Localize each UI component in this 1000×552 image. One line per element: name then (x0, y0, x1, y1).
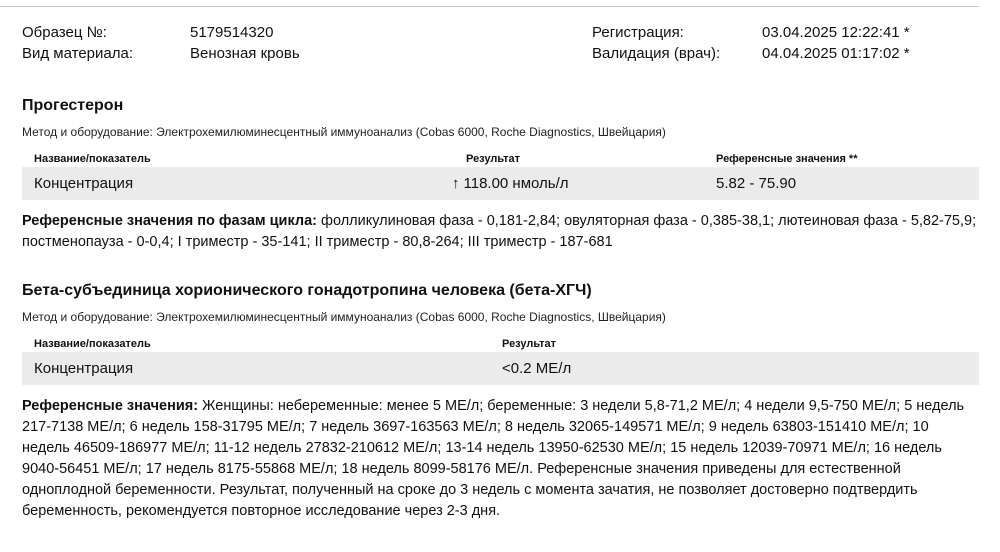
progesterone-row-result (452, 174, 569, 194)
registration-label: Регистрация: (592, 24, 684, 41)
progesterone-ref-text: фолликулиновая фаза - 0,181-2,84; овуляторная фаза - 0,385-38,1; лютеиновая фаза - 5,82-75,9; постменопауза - 0-0,4; I триместр - 35-141; II триместр - 80,8-264; III триместр - 187-681 (22, 213, 977, 250)
top-divider (0, 6, 979, 7)
hcg-table-row (22, 352, 979, 385)
hcg-col-result: Результат (502, 338, 557, 350)
hcg-title: Бета-субъединица хорионического гонадотропина человека (бета-ХГЧ) (22, 282, 592, 299)
sample-label: Образец №: (22, 24, 107, 41)
material-value: Венозная кровь (190, 45, 300, 62)
hcg-ref-text: Женщины: небеременные: менее 5 МЕ/л; беременные: 3 недели 5,8-71,2 МЕ/л; 4 недели 9,5-750 МЕ/л; 5 недель 217-7138 МЕ/л; 6 недель 158-31795 МЕ/л; 7 недель 3697-163563 МЕ/л; 8 недель 32065-149571 МЕ/л; 9 недель 63803-151410 МЕ/л; 10 недель 46509-186977 МЕ/л; 11-12 недель 27832-210612 МЕ/л; 13-14 недель 13950-62530 МЕ/л; 15 недель 12039-70971 МЕ/л; 16 недель 9040-56451 МЕ/л; 17 недель 8175-55868 МЕ/л; 18 недель 8099-58176 МЕ/л. Референсные значения приведены для естественной одноплодной беременности. Результат, полученный на сроке до 3 недель с момента зачатия, не позволяет достоверно подтвердить беременность, рекомендуется повторное исследование через 2-3 дня. (22, 398, 965, 519)
hcg-row-result: <0.2 МЕ/л (502, 360, 572, 377)
progesterone-col-name: Название/показатель (34, 153, 151, 165)
progesterone-col-result: Результат (466, 153, 521, 165)
validation-label: Валидация (врач): (592, 45, 721, 62)
hcg-row-name: Концентрация (34, 360, 134, 377)
progesterone-row-ref: 5.82 - 75.90 (716, 175, 797, 192)
hcg-col-name: Название/показатель (34, 338, 151, 350)
progesterone-ref-label: Референсные значения по фазам цикла: (22, 213, 317, 229)
material-label: Вид материала: (22, 45, 133, 62)
progesterone-title: Прогестерон (22, 97, 124, 114)
progesterone-reference-note (22, 211, 980, 253)
hcg-reference-note (22, 396, 980, 522)
progesterone-result-value: 118.00 нмоль/л (463, 175, 569, 192)
progesterone-row-name: Концентрация (34, 175, 134, 192)
registration-value: 03.04.2025 12:22:41 * (762, 24, 910, 41)
validation-value: 04.04.2025 01:17:02 * (762, 45, 910, 62)
arrow-up-icon: ↑ (452, 175, 460, 192)
progesterone-col-ref: Референсные значения ** (716, 153, 858, 165)
hcg-method: Метод и оборудование: Электрохемилюминесцентный иммуноанализ (Cobas 6000, Roche Diagnostics, Швейцария) (22, 310, 666, 324)
hcg-ref-label: Референсные значения: (22, 398, 199, 414)
progesterone-method: Метод и оборудование: Электрохемилюминесцентный иммуноанализ (Cobas 6000, Roche Diagnostics, Швейцария) (22, 125, 666, 139)
sample-value: 5179514320 (190, 24, 274, 41)
